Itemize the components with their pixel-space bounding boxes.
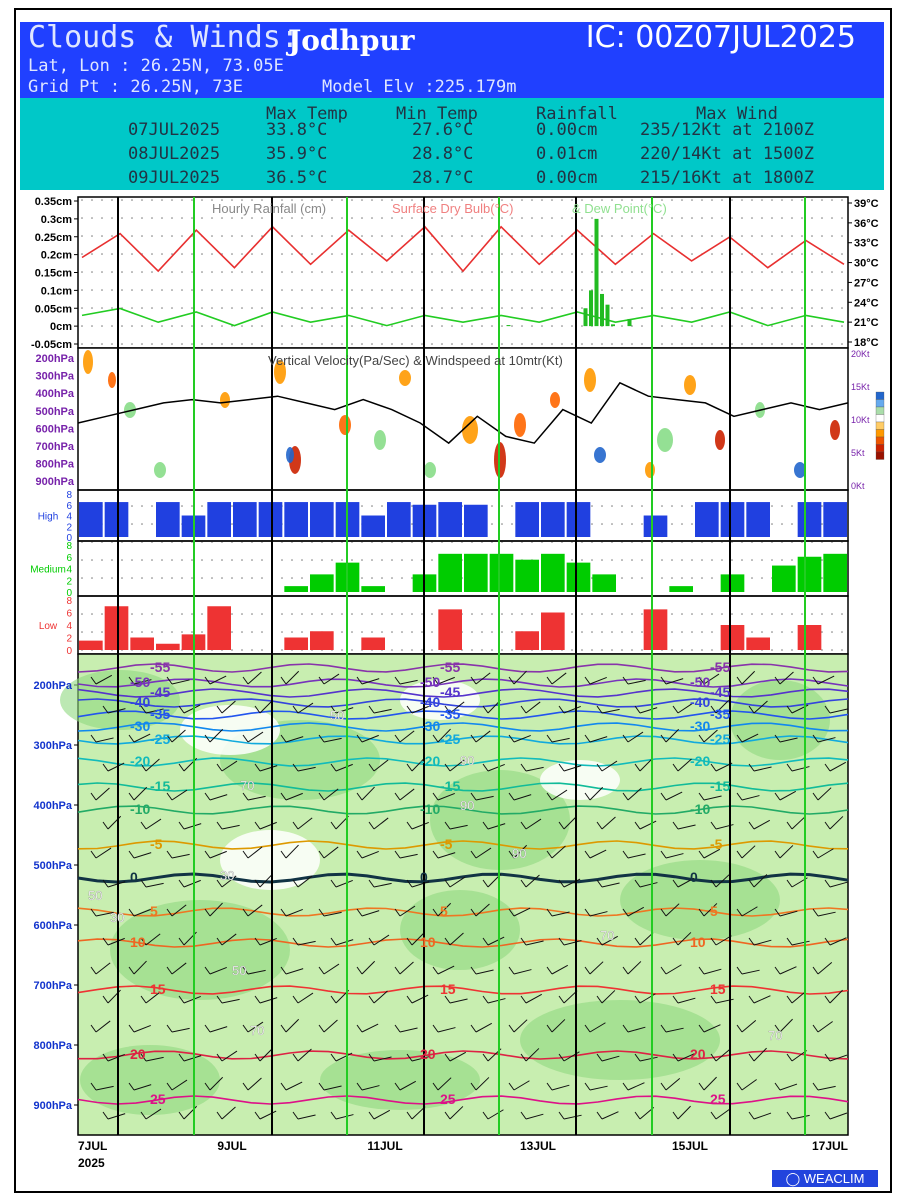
vertical-velocity-contour — [550, 392, 560, 408]
pressure-tick-label: 600hPa — [33, 920, 72, 932]
vertical-velocity-contour — [374, 430, 386, 450]
pressure-tick-label: 200hPa — [35, 353, 74, 365]
high-cloud-bar — [207, 502, 231, 537]
temperature-contour-label: -55 — [440, 659, 461, 675]
pressure-tick-label: 700hPa — [35, 441, 74, 453]
rainfall-legend-label: Hourly Rainfall (cm) — [212, 201, 327, 216]
medium-cloud-bar — [490, 554, 514, 592]
rain-axis-tick-label: -0.05cm — [31, 339, 72, 351]
grid-point: Grid Pt : 26.25N, 73E — [28, 77, 243, 97]
vertical-velocity-contour — [286, 447, 294, 463]
temperature-contour-label: -55 — [710, 659, 731, 675]
humidity-contour-label: 90 — [512, 846, 527, 861]
humidity-contour-label: 70 — [600, 928, 615, 943]
cloud-tick-label: 6 — [66, 500, 72, 512]
pressure-tick-label: 800hPa — [35, 458, 74, 471]
windspeed-tick-label: 20Kt — [851, 349, 870, 359]
medium-cloud-bar — [823, 554, 847, 592]
pressure-tick-label: 300hPa — [33, 740, 72, 752]
temperature-contour-label: 0 — [130, 869, 138, 885]
temp-axis-tick-label: 24°C — [854, 297, 879, 310]
cloud-tick-label: 6 — [66, 608, 72, 620]
temp-axis-tick-label: 36°C — [854, 217, 879, 230]
model-elevation: Model Elv :225.179m — [322, 77, 517, 97]
high-cloud-bar — [387, 502, 411, 537]
temperature-contour-label: 5 — [150, 903, 158, 919]
low-cloud-bar — [515, 631, 539, 650]
year-label: 2025 — [78, 1156, 105, 1170]
windspeed-tick-label: 5Kt — [851, 448, 865, 458]
humidity-contour-label: 70 — [250, 1023, 265, 1038]
low-cloud-bar — [207, 606, 231, 650]
color-scale-cell — [876, 430, 884, 438]
medium-cloud-bar — [541, 554, 565, 592]
chart-title: Clouds & Winds: — [28, 20, 299, 55]
header-max-wind: Max Wind — [696, 104, 778, 124]
pressure-tick-label: 400hPa — [35, 388, 74, 401]
humidity-contour-label: 70 — [240, 778, 255, 793]
temperature-contour-label: 5 — [710, 903, 718, 919]
vertical-velocity-contour — [657, 428, 673, 452]
temperature-contour-label: -20 — [690, 753, 711, 769]
rain-bar — [611, 324, 615, 326]
vertical-velocity-title: Vertical Velocity(Pa/Sec) & Windspeed at 10mtr(Kt) — [268, 353, 563, 368]
rain-axis-tick-label: 0.35cm — [34, 196, 72, 208]
temperature-contour-label: 25 — [710, 1091, 726, 1107]
temperature-contour-label: 0 — [690, 869, 698, 885]
color-scale-cell — [876, 445, 884, 453]
rain-axis-tick-label: 0.2cm — [40, 249, 72, 262]
cloud-tick-label: 8 — [66, 596, 72, 607]
high-cloud-bar — [79, 502, 103, 537]
row-date: 08JUL2025 — [128, 144, 221, 164]
temp-axis-tick-label: 30°C — [854, 257, 879, 270]
medium-cloud-bar — [721, 574, 745, 592]
temperature-contour-label: -50 — [420, 674, 441, 690]
cloud-panel-label: Medium — [30, 564, 66, 576]
row-min-temp: 28.8°C — [412, 144, 474, 164]
row-rainfall: 0.01cm — [536, 144, 598, 164]
humidity-contour-label: 90 — [460, 798, 475, 813]
vertical-velocity-contour — [462, 416, 478, 444]
temperature-contour-label: 5 — [440, 903, 448, 919]
row-date: 09JUL2025 — [128, 168, 221, 188]
pressure-tick-label: 900hPa — [33, 1100, 72, 1112]
low-cloud-bar — [105, 606, 129, 650]
windspeed-tick-label: 15Kt — [851, 382, 870, 392]
temperature-contour-label: -25 — [710, 731, 731, 747]
row-min-temp: 27.6°C — [412, 120, 474, 140]
temperature-contour-label: -10 — [690, 801, 711, 817]
pressure-tick-label: 400hPa — [33, 800, 72, 812]
vertical-velocity-contour — [715, 430, 725, 450]
low-cloud-bar — [130, 638, 154, 651]
temperature-contour-label: -30 — [130, 718, 151, 734]
low-cloud-bar — [361, 638, 385, 651]
header-max-temp: Max Temp — [266, 104, 348, 124]
temperature-contour-label: -40 — [690, 694, 711, 710]
row-max-wind: 235/12Kt at 2100Z — [640, 120, 814, 140]
temperature-contour-label: -40 — [420, 694, 441, 710]
temperature-contour-label: -5 — [710, 836, 723, 852]
cloud-tick-label: 4 — [66, 511, 72, 523]
temperature-contour-label: 10 — [690, 934, 706, 950]
row-max-wind: 220/14Kt at 1500Z — [640, 144, 814, 164]
cloud-tick-label: 8 — [66, 541, 72, 552]
high-cloud-bar — [361, 516, 385, 538]
temp-axis-tick-label: 33°C — [854, 237, 879, 250]
cloud-tick-label: 2 — [66, 576, 72, 588]
humidity-contour-label: 50 — [232, 963, 247, 978]
high-cloud-bar — [284, 502, 308, 537]
low-cloud-bar — [79, 641, 103, 650]
temperature-contour-label: 10 — [420, 934, 436, 950]
vertical-velocity-contour — [684, 375, 696, 395]
cloud-tick-label: 2 — [66, 522, 72, 534]
vertical-velocity-contour — [154, 462, 166, 478]
city-name: Jodhpur — [288, 24, 415, 57]
temperature-contour-label: -10 — [130, 801, 151, 817]
medium-cloud-bar — [361, 586, 385, 592]
temperature-contour-label: 20 — [690, 1046, 706, 1062]
rain-bar — [507, 325, 511, 326]
temp-axis-tick-label: 18°C — [854, 337, 879, 349]
temperature-contour-label: 0 — [420, 869, 428, 885]
rain-axis-tick-label: 0.05cm — [34, 303, 72, 316]
low-cloud-bar — [644, 609, 668, 650]
date-tick-label: 7JUL — [78, 1139, 108, 1153]
rain-bar — [600, 294, 604, 326]
humidity-contour-label: 70 — [768, 1028, 783, 1043]
temperature-contour-label: -20 — [130, 753, 151, 769]
rain-bar — [595, 219, 599, 326]
cloud-tick-label: 6 — [66, 552, 72, 564]
rain-bar — [628, 319, 632, 326]
high-cloud-bar — [259, 502, 283, 537]
humidity-contour-label: 30 — [110, 910, 125, 925]
temperature-contour-label: 25 — [440, 1091, 456, 1107]
header-rainfall: Rainfall — [536, 104, 618, 124]
color-scale-cell — [876, 452, 884, 460]
low-cloud-bar — [541, 613, 565, 651]
medium-cloud-bar — [464, 554, 488, 592]
date-tick-label: 17JUL — [811, 1139, 848, 1153]
high-cloud-bar — [438, 502, 462, 537]
temperature-contour-label: -5 — [150, 836, 163, 852]
vertical-velocity-contour — [339, 415, 351, 435]
rain-axis-tick-label: 0.25cm — [34, 231, 72, 244]
humidity-contour-label: 50 — [88, 888, 103, 903]
vertical-velocity-contour — [645, 462, 655, 478]
temperature-contour-label: -20 — [420, 753, 441, 769]
high-cloud-bar — [541, 502, 565, 537]
logo-text: WEACLIM — [803, 1171, 865, 1186]
temperature-contour-label: -30 — [420, 718, 441, 734]
initial-condition: IC: 00Z07JUL2025 — [585, 20, 856, 55]
cloud-tick-label: 2 — [66, 633, 72, 645]
date-tick-label: 9JUL — [217, 1139, 247, 1153]
dewpoint-legend-label: & Dew Point(°C) — [572, 201, 667, 216]
temperature-contour-label: -25 — [440, 731, 461, 747]
cloud-panel-label: Low — [38, 621, 58, 632]
temperature-contour-label: -40 — [130, 694, 151, 710]
cloud-tick-label: 0 — [66, 588, 72, 599]
lat-lon: Lat, Lon : 26.25N, 73.05E — [28, 56, 284, 76]
humidity-contour-label: 50 — [330, 708, 345, 723]
medium-cloud-bar — [669, 586, 693, 592]
pressure-tick-label: 300hPa — [35, 370, 74, 383]
medium-cloud-bar — [284, 586, 308, 592]
vertical-velocity-contour — [399, 370, 411, 386]
header-min-temp: Min Temp — [396, 104, 478, 124]
low-cloud-bar — [438, 609, 462, 650]
temperature-contour-label: -10 — [420, 801, 441, 817]
high-cloud-bar — [798, 502, 822, 537]
pressure-tick-label: 800hPa — [33, 1040, 72, 1052]
medium-cloud-bar — [438, 554, 462, 592]
pressure-tick-label: 600hPa — [35, 423, 74, 436]
temperature-contour-label: -45 — [150, 684, 171, 700]
row-min-temp: 28.7°C — [412, 168, 474, 188]
humidity-shading — [730, 680, 830, 760]
temperature-contour-label: 20 — [130, 1046, 146, 1062]
pressure-tick-label: 500hPa — [35, 405, 74, 418]
row-max-temp: 35.9°C — [266, 144, 328, 164]
cloud-tick-label: 4 — [66, 564, 72, 576]
humidity-shading — [620, 860, 780, 940]
drybulb-legend-label: Surface Dry Bulb(°C) — [392, 201, 514, 216]
vertical-velocity-contour — [514, 413, 526, 437]
vertical-velocity-contour — [830, 420, 840, 440]
high-cloud-bar — [156, 502, 180, 537]
weaclim-logo: ◯ WEACLIM — [772, 1170, 878, 1187]
row-max-wind: 215/16Kt at 1800Z — [640, 168, 814, 188]
pressure-tick-label: 500hPa — [33, 860, 72, 872]
temperature-contour-label: -55 — [150, 659, 171, 675]
medium-cloud-bar — [515, 560, 539, 592]
humidity-contour-label: 30 — [220, 868, 235, 883]
temperature-contour-label: -45 — [440, 684, 461, 700]
vertical-velocity-contour — [584, 368, 596, 392]
row-max-temp: 33.8°C — [266, 120, 328, 140]
low-cloud-bar — [310, 631, 334, 650]
temperature-contour-label: 15 — [710, 981, 726, 997]
low-cloud-bar — [746, 638, 770, 651]
high-cloud-bar — [105, 502, 129, 537]
cloud-tick-label: 4 — [66, 621, 72, 632]
rain-axis-tick-label: 0.3cm — [40, 213, 72, 226]
medium-cloud-bar — [798, 557, 822, 592]
temperature-contour-label: 15 — [150, 981, 166, 997]
low-cloud-bar — [156, 644, 180, 650]
temp-axis-tick-label: 21°C — [854, 317, 879, 330]
medium-cloud-bar — [310, 574, 334, 592]
temp-axis-tick-label: 27°C — [854, 277, 879, 290]
date-tick-label: 11JUL — [367, 1139, 403, 1153]
vertical-velocity-contour — [220, 392, 230, 408]
vertical-velocity-contour — [594, 447, 606, 463]
vertical-velocity-contour — [83, 350, 93, 374]
medium-cloud-bar — [772, 566, 796, 592]
color-scale-cell — [876, 422, 884, 430]
cloud-tick-label: 0 — [66, 533, 72, 544]
color-scale-cell — [876, 400, 884, 408]
color-scale-cell — [876, 407, 884, 415]
cloud-tick-label: 8 — [66, 490, 72, 501]
rain-bar — [606, 305, 610, 326]
color-scale-cell — [876, 392, 884, 400]
temperature-contour-label: -5 — [440, 836, 453, 852]
temperature-contour-label: -25 — [150, 731, 171, 747]
row-date: 07JUL2025 — [128, 120, 221, 140]
temperature-contour-label: -15 — [150, 778, 171, 794]
rain-axis-tick-label: 0.15cm — [34, 267, 72, 280]
temperature-contour-label: 15 — [440, 981, 456, 997]
rain-axis-tick-label: 0.1cm — [40, 285, 72, 298]
high-cloud-bar — [823, 502, 847, 537]
temp-axis-tick-label: 39°C — [854, 198, 879, 210]
low-cloud-bar — [284, 638, 308, 651]
vertical-velocity-contour — [108, 372, 116, 388]
vertical-velocity-contour — [424, 462, 436, 478]
windspeed-tick-label: 0Kt — [851, 481, 865, 491]
low-cloud-bar — [798, 625, 822, 650]
high-cloud-bar — [746, 502, 770, 537]
high-cloud-bar — [695, 502, 719, 537]
windspeed-tick-label: 10Kt — [851, 415, 870, 425]
medium-cloud-bar — [567, 563, 591, 592]
temperature-contour-label: 25 — [150, 1091, 166, 1107]
temperature-contour-label: -15 — [440, 778, 461, 794]
cloud-panel-label: High — [37, 511, 59, 523]
temperature-contour-label: -45 — [710, 684, 731, 700]
temperature-contour-label: -50 — [130, 674, 151, 690]
humidity-contour-label: 90 — [460, 753, 475, 768]
high-cloud-bar — [515, 502, 539, 537]
color-scale-cell — [876, 415, 884, 423]
cloud-tick-label: 0 — [66, 646, 72, 657]
row-rainfall: 0.00cm — [536, 120, 598, 140]
temperature-contour-label: -15 — [710, 778, 731, 794]
high-cloud-bar — [567, 502, 591, 537]
date-tick-label: 15JUL — [671, 1139, 709, 1153]
temperature-contour-label: -35 — [710, 706, 731, 722]
color-scale-cell — [876, 437, 884, 445]
temperature-contour-label: -35 — [150, 706, 171, 722]
temperature-contour-label: -30 — [690, 718, 711, 734]
temperature-contour-label: -50 — [690, 674, 711, 690]
pressure-tick-label: 200hPa — [33, 680, 72, 692]
medium-cloud-bar — [592, 574, 616, 592]
high-cloud-bar — [721, 502, 745, 537]
rain-bar — [584, 308, 588, 326]
low-cloud-bar — [721, 625, 745, 650]
pressure-tick-label: 900hPa — [35, 476, 74, 489]
rain-bar — [589, 290, 593, 326]
temperature-contour-label: -35 — [440, 706, 461, 722]
row-max-temp: 36.5°C — [266, 168, 328, 188]
high-cloud-bar — [464, 505, 488, 537]
pressure-tick-label: 700hPa — [33, 980, 72, 992]
row-rainfall: 0.00cm — [536, 168, 598, 188]
high-cloud-bar — [233, 502, 257, 537]
rain-axis-tick-label: 0cm — [49, 321, 72, 334]
humidity-shading — [520, 1000, 720, 1080]
temperature-contour-label: 20 — [420, 1046, 436, 1062]
temperature-contour-label: 10 — [130, 934, 146, 950]
high-cloud-bar — [310, 502, 334, 537]
humidity-shading — [400, 890, 520, 970]
high-cloud-bar — [644, 516, 668, 538]
date-tick-label: 13JUL — [519, 1139, 557, 1153]
